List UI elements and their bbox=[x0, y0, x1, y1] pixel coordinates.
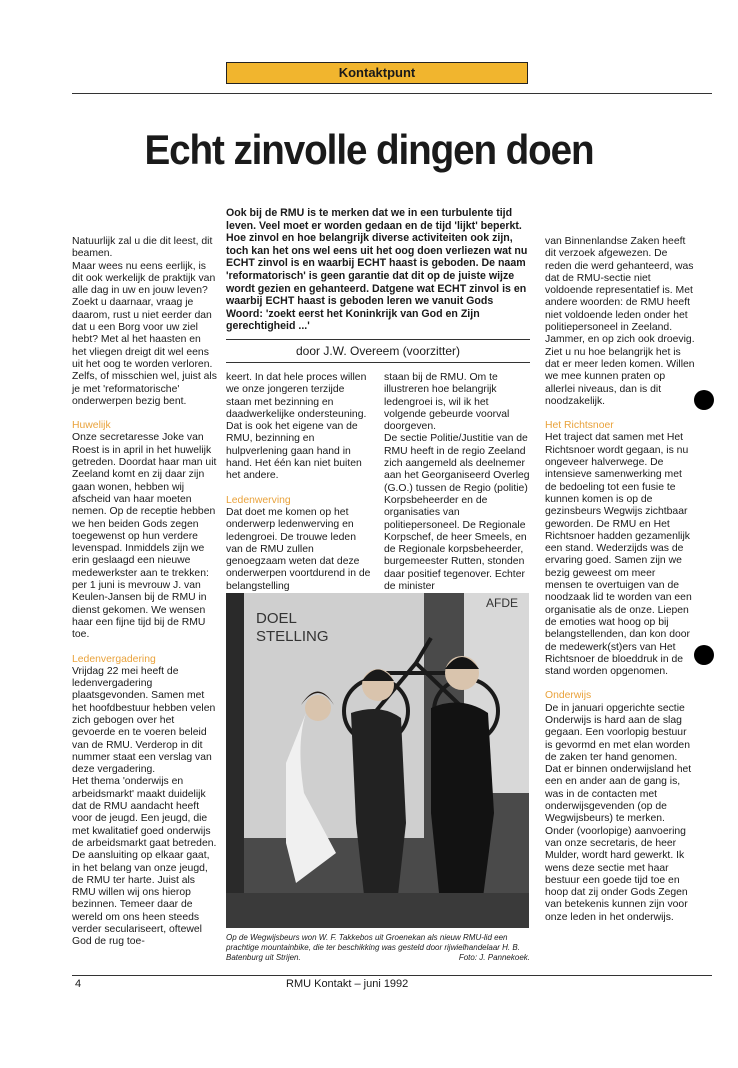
paragraph: De sectie Politie/Justitie van de RMU heeft in de regio Zeeland zich aangemeld als deelnemer aan het Georganiseerd Overleg (G.O.) tussen de Regio (politie) Korpsbeheerder en de organisaties van politiepersoneel. De Regionale Korpschef, de heer Smeels, en de Regionale korpsbeheerder, burgemeester Rutten, stonden daar positief tegenover. Echter de minister bbox=[384, 433, 530, 593]
paragraph: Dat doet me komen op het onderwerp ledenwerving en ledengroei. De trouwe leden van de RMU zullen genoegzaam weten dat deze onderwerpen voortdurend in de belangstelling bbox=[226, 506, 371, 592]
sign-text-stelling: STELLING bbox=[256, 628, 329, 645]
paragraph: Vrijdag 22 mei heeft de ledenvergadering plaatsgevonden. Samen met het hoofdbestuur hebben velen zich gebogen over het gevoerde en te voeren beleid van de RMU. Verderop in dit nummer staat een verslag van deze vergadering. bbox=[72, 665, 216, 776]
caption-text: Op de Wegwijsbeurs won W. F. Takkebos uit Groenekan als nieuw RMU-lid een prachtige mountainbike, die ter beschikking was gesteld door rijwielhandelaar H. B. Batenburg uit Strijen. bbox=[226, 933, 520, 962]
subheading-ledenwerving: Ledenwerving bbox=[226, 494, 291, 506]
subheading-ledenvergadering: Ledenvergadering bbox=[72, 653, 156, 665]
paragraph: Natuurlijk zal u die dit leest, dit beamen. bbox=[72, 236, 213, 260]
column-2 bbox=[226, 372, 372, 593]
paragraph: Het thema 'onderwijs en arbeidsmarkt' maakt duidelijk dat de RMU aandacht heeft voor de jeugd. Een jeugd, die met kwalitatief goed onderwijs de arbeidsmarkt gaat betreden. De aansluiting op elkaar gaat, in het belang van onze jeugd, de RMU ter harte. Juist als RMU willen wij ons hierop bezinnen. Temeer daar de wereld om ons heen steeds verder seculariseert, oftewel God de rug toe- bbox=[72, 776, 217, 948]
paragraph: Het traject dat samen met Het Richtsnoer wordt gegaan, is nu ongeveer halverwege. De intensieve samenwerking met de bedoeling tot een fusie te kunnen komen is op de gezinsbeurs Wegwijs zichtbaar geworden. De RMU en Het Richtsnoer hadden gezamenlijk een stand. Wederzijds was de ervaring goed. Samen zijn we bezig geweest om meer mensen te overtuigen van de noodzaak lid te worden van een organisatie als de onze. Liepen de emoties wat hoog op bij belangstellenden, dan kon door de medewerk(st)ers van Het Richtsnoer de bloeddruk in de stand worden opgenomen. bbox=[545, 432, 692, 678]
photo-credit: Foto: J. Pannekoek. bbox=[458, 953, 530, 962]
article-title: Echt zinvolle dingen doen bbox=[144, 126, 594, 173]
paragraph: staan bij de RMU. Om te illustreren hoe belangrijk ledengroei is, wil ik het volgende gebeurde voorval doorgeven. bbox=[384, 372, 510, 433]
subheading-onderwijs: Onderwijs bbox=[545, 690, 592, 702]
punch-hole bbox=[694, 645, 714, 665]
photo-illustration bbox=[226, 593, 529, 928]
header-rule bbox=[72, 93, 712, 94]
subheading-huwelijk: Huwelijk bbox=[72, 420, 111, 432]
punch-hole bbox=[694, 390, 714, 410]
author-rule-top bbox=[226, 339, 530, 340]
paragraph: keert. In dat hele proces willen we onze jongeren terzijde staan met bezinning en daadwerkelijke ondersteuning. Dat is ook het eigene van de RMU, bezinning en hulpverlening gaan hand in hand. Het één kan niet buiten het andere. bbox=[226, 372, 367, 482]
footer-rule bbox=[72, 975, 712, 976]
photo-caption bbox=[226, 933, 530, 963]
paragraph: Onze secretaresse Joke van Roest is in april in het huwelijk getreden. Doordat haar man uit Zeeland komt en zij daar zijn gaan wonen, hebben wij afscheid van haar moeten nemen. Op de receptie hebben we hen beiden Gods zegen toegewenst op hun verdere levenspad. Inmiddels zijn we erin geslaagd een nieuwe medewerkster aan te trekken: per 1 juni is mevrouw J. van Keulen-Jansen bij de RMU in dienst gekomen. We wensen haar een fijne tijd bij de RMU toe. bbox=[72, 432, 217, 641]
column-3 bbox=[384, 372, 530, 593]
man-figure-right bbox=[431, 703, 494, 913]
article-author: door J.W. Overeem (voorzitter) bbox=[295, 344, 461, 358]
sign-text-right: AFDE bbox=[486, 596, 519, 610]
column-4 bbox=[545, 236, 695, 924]
article-lead: Ook bij de RMU is te merken dat we in een turbulente tijd leven. Veel moet er worden gedaan en de tijd 'lijkt' beperkt. Hoe zinvol en hoe belangrijk diverse activiteiten ook zijn, toch kan het ons wel eens uit het oog doen verliezen wat nu ECHT zinvol is en waarbij ECHT haast is geboden. De naam 'reformatorisch' is geen garantie dat dit op de juiste wijze wordt gezien en gehanteerd. Datgene wat ECHT zinvol is en waarbij ECHT haast is geboden leren we vanuit Gods Woord: 'zoekt eerst het Koninkrijk van God en Zijn gerechtigheid ...' bbox=[226, 207, 528, 333]
paragraph: van Binnenlandse Zaken heeft dit verzoek afgewezen. De reden die werd gehanteerd, was dat de RMU-sectie niet voldoende representatief is. Met andere woorden: de RMU heeft niet voldoende leden onder het politiepersoneel in Zeeland. Jammer, en op zich ook droevig. Ziet u nu hoe belangrijk het is dat er meer leden komen. Willen we mee kunnen praten op allerlei niveaus, dan is dit noodzakelijk. bbox=[545, 236, 695, 407]
column-1 bbox=[72, 236, 218, 949]
author-rule-bottom bbox=[226, 362, 530, 363]
sign-text-doel: DOEL bbox=[256, 610, 297, 627]
section-tag: Kontaktpunt bbox=[226, 62, 528, 84]
page-number: 4 bbox=[75, 978, 82, 990]
paragraph: Maar wees nu eens eerlijk, is dit ook werkelijk de praktijk van alle dag in uw en jouw leven? Zoekt u daarnaar, vraag je daarom, rust u niet eerder dan dat u een Borg voor uw ziel hebt? Met al het haasten en het vliegen dreigt dit wel eens uit het oog te worden verloren. Zelfs, of misschien wel, juist als je met 'reformatorische' onderwerpen bezig bent. bbox=[72, 260, 217, 407]
article-photo bbox=[226, 593, 529, 928]
subheading-richtsnoer: Het Richtsnoer bbox=[545, 420, 614, 432]
publication-info: RMU Kontakt – juni 1992 bbox=[286, 978, 409, 990]
paragraph: De in januari opgerichte sectie Onderwijs is hard aan de slag gegaan. Een voorlopig bestuur is gevormd en met elan worden de zaken ter hand genomen. Dat er binnen onderwijsland het een en ander aan de gang is, was in de contacten met onderwijsgevenden (op de Wegwijsbeurs) te merken. Onder (voorlopige) aanvoering van onze secretaris, de heer Mulder, wordt hard gewerkt. Ik wens deze sectie met haar bestuur een goede tijd toe en hoop dat zij onder Gods Zegen van betekenis kunnen zijn voor onze leden in het onderwijs. bbox=[545, 702, 692, 923]
